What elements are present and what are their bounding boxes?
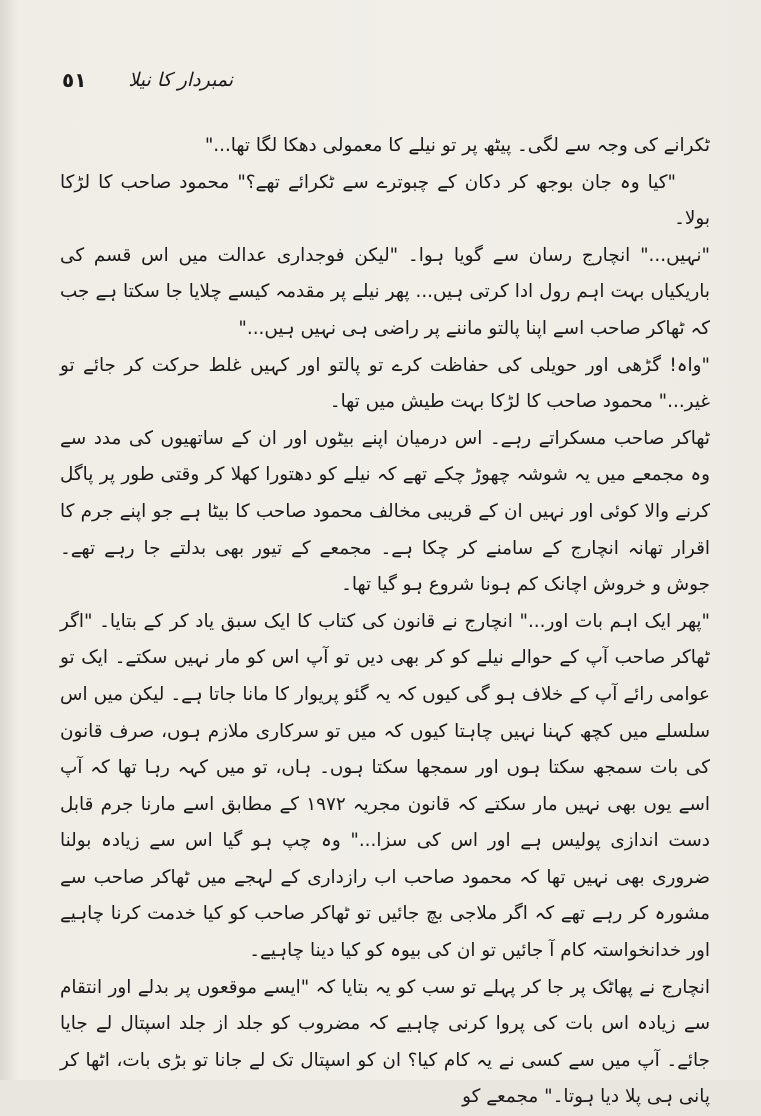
page-number: ٥١	[62, 68, 87, 92]
paragraph: ٹکرانے کی وجہ سے لگی۔ پیٹھ پر تو نیلے کا معمولی دھکا لگا تھا..."	[204, 135, 710, 156]
paragraph: "نہیں..." انچارج رسان سے گویا ہوا۔ "لیکن فوجداری عدالت میں اس قسم کی باریکیاں بہت اہم رول ادا کرتی ہیں... پھر نیلے پر مقدمہ کیسے چلایا جا سکتا ہے جب کہ ٹھاکر صاحب اسے اپنا پالتو ماننے پر راضی ہی نہیں ہیں..."	[60, 244, 710, 339]
page-header	[62, 60, 242, 100]
paragraph: "پھر ایک اہم بات اور..." انچارج نے قانون کی کتاب کا ایک سبق یاد کر کے بتایا۔ "اگر ٹھاکر صاحب آپ کے حوالے نیلے کو کر بھی دیں تو آپ اس کو مار نہیں سکتے۔ ایک تو عوامی رائے آپ کے خلاف ہو گی کیوں کہ یہ گئو پریوار کا مانا جاتا ہے۔ لیکن میں اس سلسلے میں کچھ کہنا نہیں چاہتا کیوں کہ میں تو سرکاری ملازم ہوں، صرف قانون کی بات سمجھ سکتا ہوں اور سمجھا سکتا ہوں۔ ہاں، تو میں کہہ رہا تھا کہ آپ اسے یوں بھی نہیں مار سکتے کہ قانون مجریہ ۱۹۷۲ کے مطابق اسے مارنا جرم قابل دست اندازی پولیس ہے اور اس کی سزا..." وہ چپ ہو گیا اس سے زیادہ بولنا ضروری بھی نہیں تھا کہ محمود صاحب اب رازداری کے لہجے میں ٹھاکر صاحب سے مشورہ کر رہے تھے کہ اگر ملاجی بچ جائیں تو ٹھاکر صاحب کو کیا خدمت کرنا چاہیے اور خدانخواستہ کام آ جائیں تو ان کی بیوہ کو کیا دینا چاہیے۔	[60, 610, 710, 962]
body-text	[60, 128, 710, 1116]
running-title: نمبردار کا نیلا	[128, 69, 234, 91]
paragraph: "واہ! گڑھی اور حویلی کی حفاظت کرے تو پالتو اور کہیں غلط حرکت کر جائے تو غیر..." محمود صاحب کا لڑکا بہت طیش میں تھا۔	[60, 354, 710, 413]
paragraph: انچارج نے پھاٹک پر جا کر پہلے تو سب کو یہ بتایا کہ "ایسے موقعوں پر بدلے اور انتقام سے زیادہ اس بات کی پروا کرنی چاہیے کہ مضروب کو جلد از جلد اسپتال لے جایا جائے۔ آپ میں سے کسی نے یہ کام کیا؟ ان کو اسپتال تک لے جانا تو بڑی بات، اٹھا کر پانی ہی پلا دیا ہوتا۔" مجمعے کو	[60, 976, 710, 1108]
paragraph: "کیا وہ جان بوجھ کر دکان کے چبوترے سے ٹکرائے تھے؟" محمود صاحب کا لڑکا بولا۔	[60, 171, 710, 230]
paragraph: ٹھاکر صاحب مسکراتے رہے۔ اس درمیان اپنے بیٹوں اور ان کے ساتھیوں کی مدد سے وہ مجمعے میں یہ شوشہ چھوڑ چکے تھے کہ نیلے کو دھتورا کھلا کر وقتی طور پر پاگل کرنے والا کوئی اور نہیں ان کے قریبی مخالف محمود صاحب کا بیٹا ہے جو اپنے جرم کا اقرار تھانہ انچارج کے سامنے کر چکا ہے۔ مجمعے کے تیور بھی بدلتے جا رہے تھے۔ جوش و خروش اچانک کم ہونا شروع ہو گیا تھا۔	[60, 427, 710, 596]
